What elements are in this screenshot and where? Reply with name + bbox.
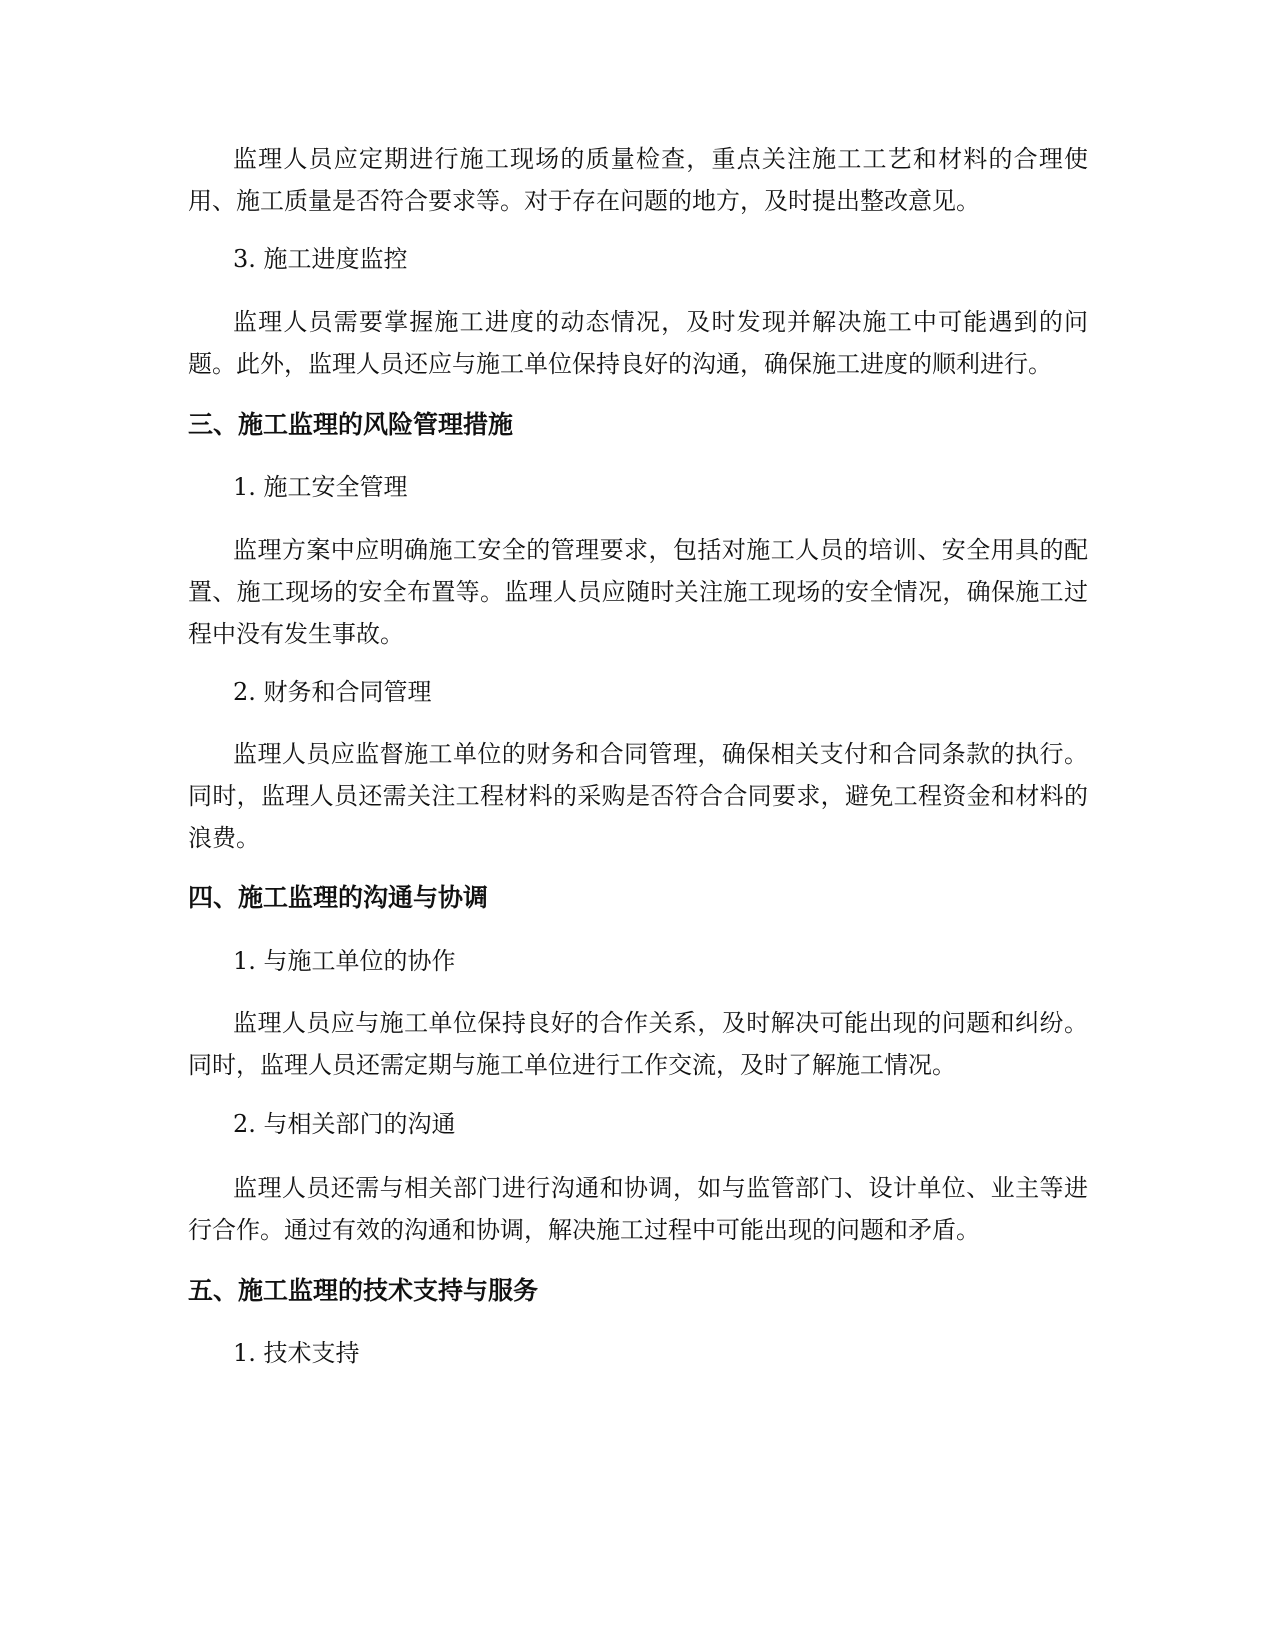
paragraph-finance-contract: 监理人员应监督施工单位的财务和合同管理，确保相关支付和合同条款的执行。同时，监理人员还需关注工程材料的采购是否符合合同要求，避免工程资金和材料的浪费。 [188, 740, 1088, 852]
paragraph-progress-monitoring: 监理人员需要掌握施工进度的动态情况，及时发现并解决施工中可能遇到的问题。此外，监理人员还应与施工单位保持良好的沟通，确保施工进度的顺利进行。 [188, 308, 1088, 378]
paragraph-department-communication: 监理人员还需与相关部门进行沟通和协调，如与监管部门、设计单位、业主等进行合作。通过有效的沟通和协调，解决施工过程中可能出现的问题和矛盾。 [188, 1174, 1088, 1244]
section-heading-communication: 四、施工监理的沟通与协调 [188, 883, 489, 912]
list-item-finance-contract: 2. 财务和合同管理 [233, 678, 432, 706]
list-item-safety-management: 1. 施工安全管理 [233, 473, 408, 501]
section-heading-risk-management: 三、施工监理的风险管理措施 [188, 410, 514, 439]
list-item-progress-monitoring: 3. 施工进度监控 [233, 245, 408, 273]
list-item-technical-support: 1. 技术支持 [233, 1339, 360, 1367]
paragraph-quality-inspection: 监理人员应定期进行施工现场的质量检查，重点关注施工工艺和材料的合理使用、施工质量是否符合要求等。对于存在问题的地方，及时提出整改意见。 [188, 145, 1088, 215]
paragraph-safety-management: 监理方案中应明确施工安全的管理要求，包括对施工人员的培训、安全用具的配置、施工现场的安全布置等。监理人员应随时关注施工现场的安全情况，确保施工过程中没有发生事故。 [188, 536, 1088, 648]
paragraph-contractor-cooperation: 监理人员应与施工单位保持良好的合作关系，及时解决可能出现的问题和纠纷。同时，监理人员还需定期与施工单位进行工作交流，及时了解施工情况。 [188, 1009, 1088, 1079]
list-item-department-communication: 2. 与相关部门的沟通 [233, 1110, 456, 1138]
list-item-contractor-cooperation: 1. 与施工单位的协作 [233, 947, 456, 975]
section-heading-technical-support: 五、施工监理的技术支持与服务 [188, 1276, 539, 1305]
